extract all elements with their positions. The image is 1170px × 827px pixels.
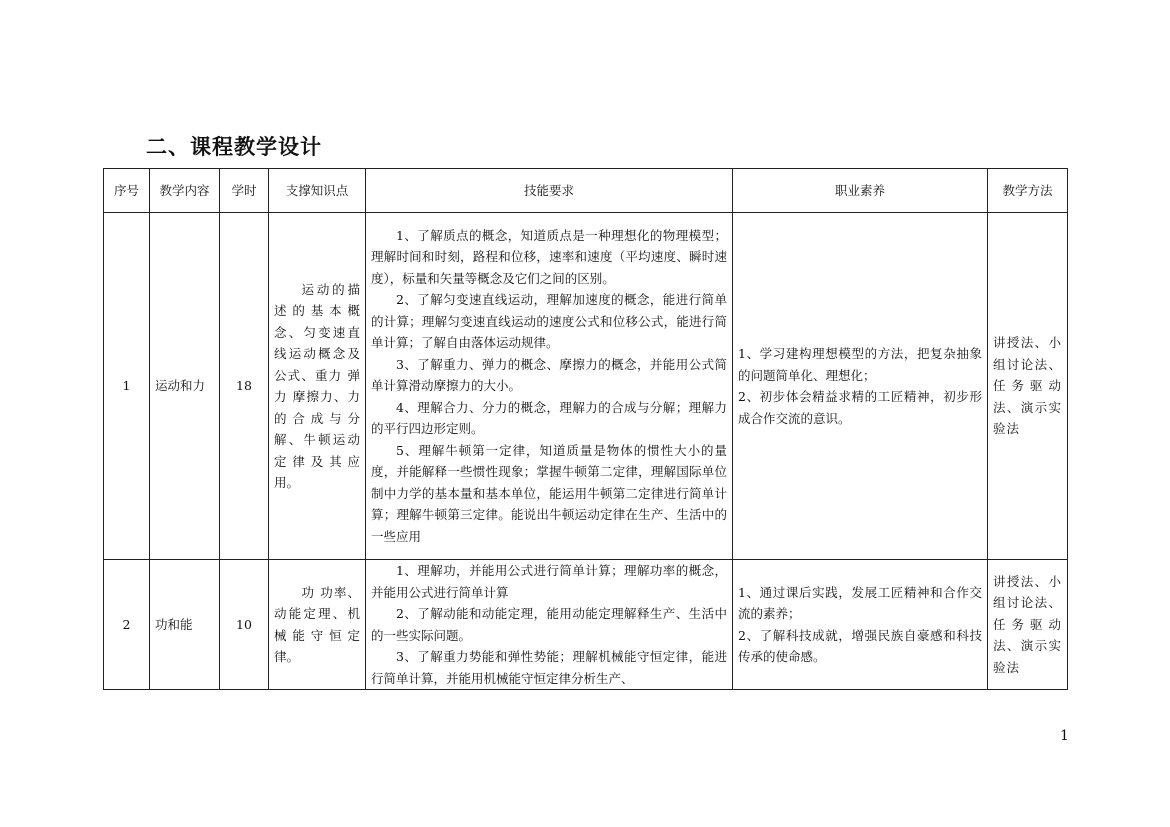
cell-literacy: [733, 213, 988, 560]
knowledge-text: 运动的描述的基本概念、匀变速直线运动概念及公式、重力 弹力 摩擦力、力的合成与分解、牛顿运动定律及其应用。: [274, 281, 360, 490]
literacy-item: 1、通过课后实践，发展工匠精神和合作交流的素养；: [738, 584, 982, 621]
literacy-item: 2、了解科技成就，增强民族自豪感和科技传承的使命感。: [738, 627, 982, 664]
page-number: 1: [1060, 728, 1069, 744]
cell-hours: 10: [220, 560, 269, 690]
table-header-row: [104, 169, 1068, 213]
skill-item: 3、了解重力、弹力的概念、摩擦力的概念，并能用公式简单计算滑动摩擦力的大小。: [371, 356, 727, 394]
header-method: 教学方法: [988, 169, 1068, 213]
cell-knowledge: [269, 213, 366, 560]
course-design-table: [103, 168, 1068, 690]
table-row: [104, 213, 1068, 560]
skill-item: 2、了解匀变速直线运动，理解加速度的概念，能进行简单的计算；理解匀变速直线运动的速度公式和位移公式，能进行简单计算；了解自由落体运动规律。: [371, 292, 727, 351]
cell-no: 2: [104, 560, 150, 690]
cell-content: 运动和力: [150, 213, 220, 560]
cell-method: 讲授法、小组讨论法、任务驱动法、演示实验法: [988, 560, 1068, 690]
table-row: [104, 560, 1068, 690]
knowledge-text: 功 功率、动能定理、机械能守恒定律。: [274, 584, 360, 664]
cell-knowledge: [269, 560, 366, 690]
skill-item: 2、了解动能和动能定理，能用动能定理解释生产、生活中的一些实际问题。: [371, 606, 727, 643]
header-content: 教学内容: [150, 169, 220, 213]
section-title: 二、课程教学设计: [146, 135, 322, 159]
cell-skills: [366, 213, 733, 560]
cell-skills: [366, 560, 733, 690]
header-knowledge: 支撑知识点: [269, 169, 366, 213]
cell-hours: 18: [220, 213, 269, 560]
header-no: 序号: [104, 169, 150, 213]
header-literacy: 职业素养: [733, 169, 988, 213]
cell-content: 功和能: [150, 560, 220, 690]
cell-literacy: [733, 560, 988, 690]
cell-no: 1: [104, 213, 150, 560]
skill-item: 1、理解功，并能用公式进行简单计算；理解功率的概念，并能用公式进行简单计算: [371, 563, 727, 600]
skill-item: 1、了解质点的概念，知道质点是一种理想化的物理模型；理解时间和时刻，路程和位移，速率和速度（平均速度、瞬时速度），标量和矢量等概念及它们之间的区别。: [371, 227, 727, 286]
skill-item: 3、了解重力势能和弹性势能；理解机械能守恒定律，能进行简单计算，并能用机械能守恒定律分析生产、: [371, 649, 727, 686]
header-skills: 技能要求: [366, 169, 733, 213]
cell-method: 讲授法、小组讨论法、任务驱动法、演示实验法: [988, 213, 1068, 560]
header-hours: 学时: [220, 169, 269, 213]
literacy-item: 1、学习建构理想模型的方法，把复杂抽象的问题简单化、理想化；: [738, 346, 982, 383]
skill-item: 5、理解牛顿第一定律，知道质量是物体的惯性大小的量度，并能解释一些惯性现象；掌握牛顿第二定律，理解国际单位制中力学的基本量和基本单位，能运用牛顿第二定律进行简单计算；理解牛顿第三定律。能说出牛顿运动定律在生产、生活中的一些应用: [371, 442, 727, 544]
literacy-item: 2、初步体会精益求精的工匠精神，初步形成合作交流的意识。: [738, 389, 982, 426]
skill-item: 4、理解合力、分力的概念，理解力的合成与分解；理解力的平行四边形定则。: [371, 399, 727, 437]
